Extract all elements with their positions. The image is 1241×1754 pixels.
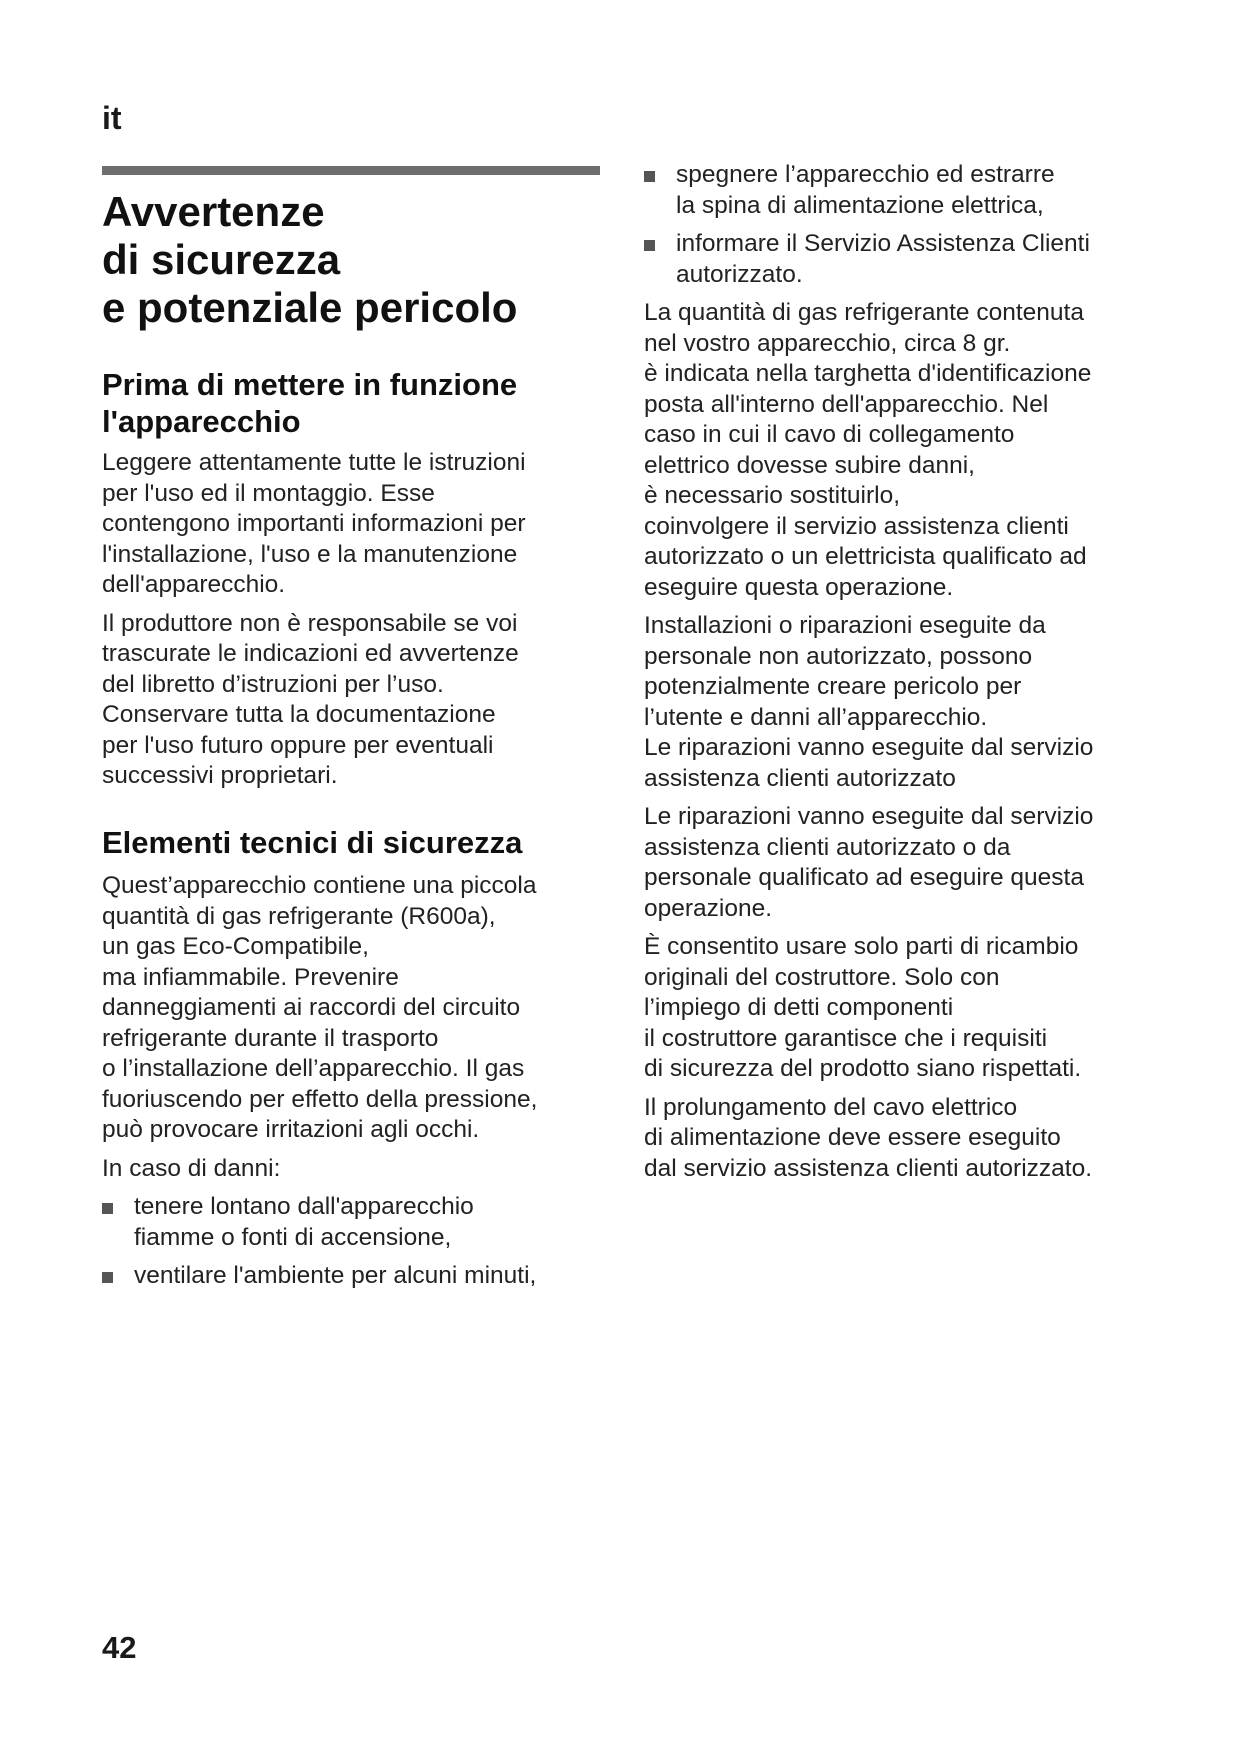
text-line: originali del costruttore. Solo con — [644, 963, 1000, 991]
square-bullet-icon — [644, 240, 655, 251]
section-rule — [102, 166, 600, 175]
text-line: Le riparazioni vanno eseguite dal servizio — [644, 803, 1094, 830]
text-line: tenere lontano dall'apparecchio — [134, 1193, 474, 1220]
text-line: per l'uso futuro oppure per eventuali — [102, 731, 494, 759]
text-line: coinvolgere il servizio assistenza clienti — [644, 512, 1069, 540]
text-line: Il prolungamento del cavo elettrico — [644, 1093, 1018, 1121]
text-line: caso in cui il cavo di collegamento — [644, 421, 1015, 448]
section-elementi — [102, 824, 600, 1300]
text-line: per l'uso ed il montaggio. Esse — [102, 479, 435, 507]
text-line: La quantità di gas refrigerante contenuta — [644, 299, 1084, 326]
paragraph — [644, 932, 1144, 1085]
text-line: l’utente e danni all’apparecchio. — [644, 703, 988, 731]
heading-line: l'apparecchio — [102, 404, 301, 439]
bullet-list — [102, 1192, 600, 1292]
text-line: Installazioni o riparazioni eseguite da — [644, 612, 1046, 639]
text-line: personale non autorizzato, possono — [644, 642, 1033, 670]
paragraph-intro: In caso di danni: — [102, 1154, 281, 1182]
text-line: di sicurezza del prodotto siano rispettati. — [644, 1055, 1082, 1082]
text-line: autorizzato o un elettricista qualificato ad — [644, 543, 1087, 570]
language-label: it — [102, 100, 122, 136]
text-line: assistenza clienti autorizzato o da — [644, 833, 1011, 861]
text-line: Leggere attentamente tutte le istruzioni — [102, 449, 526, 476]
text-line: Il produttore non è responsabile se voi — [102, 609, 518, 637]
right-column — [644, 160, 1144, 1184]
heading-line: Prima di mettere in funzione — [102, 367, 518, 402]
text-line: di alimentazione deve essere eseguito — [644, 1124, 1061, 1151]
paragraph — [102, 871, 600, 1146]
text-line: successivi proprietari. — [102, 762, 338, 789]
text-line: eseguire questa operazione. — [644, 573, 954, 601]
paragraph — [644, 611, 1144, 794]
text-line: Le riparazioni vanno eseguite dal servizio — [644, 734, 1094, 761]
text-line: operazione. — [644, 894, 773, 922]
text-line: trascurate le indicazioni ed avvertenze — [102, 640, 519, 667]
text-line: quantità di gas refrigerante (R600a), — [102, 902, 496, 930]
paragraph — [102, 609, 600, 792]
text-line: dell'apparecchio. — [102, 571, 286, 598]
bullet-list — [644, 160, 1144, 290]
page-number: 42 — [102, 1630, 137, 1665]
text-line: fiamme o fonti di accensione, — [134, 1223, 452, 1251]
text-line: Quest’apparecchio contiene una piccola — [102, 872, 537, 899]
text-line: spegnere l’apparecchio ed estrarre — [676, 161, 1055, 188]
list-item — [644, 229, 1144, 290]
list-item — [644, 160, 1144, 221]
text-line: Conservare tutta la documentazione — [102, 701, 496, 728]
text-line: fuoriuscendo per effetto della pressione, — [102, 1085, 538, 1113]
text-line: elettrico dovesse subire danni, — [644, 451, 975, 479]
text-line: la spina di alimentazione elettrica, — [676, 191, 1044, 219]
text-line: dal servizio assistenza clienti autorizzato. — [644, 1154, 1093, 1182]
text-line: il costruttore garantisce che i requisiti — [644, 1024, 1048, 1052]
text-line: posta all'interno dell'apparecchio. Nel — [644, 390, 1049, 418]
text-line: nel vostro apparecchio, circa 8 gr. — [644, 329, 1011, 357]
paragraph — [644, 802, 1144, 924]
text-line: È consentito usare solo parti di ricambio — [644, 933, 1079, 960]
square-bullet-icon — [102, 1203, 113, 1214]
title-line: e potenziale pericolo — [102, 284, 518, 331]
section-heading — [102, 366, 600, 440]
section-prima — [102, 366, 600, 792]
paragraph — [102, 448, 600, 601]
square-bullet-icon — [102, 1272, 113, 1283]
text-line: può provocare irritazioni agli occhi. — [102, 1116, 480, 1143]
text-line: ma infiammabile. Prevenire — [102, 963, 399, 991]
text-line: l'installazione, l'uso e la manutenzione — [102, 540, 518, 568]
text-line: refrigerante durante il trasporto — [102, 1024, 439, 1052]
text-line: danneggiamenti ai raccordi del circuito — [102, 994, 521, 1021]
text-line: contengono importanti informazioni per — [102, 510, 526, 537]
text-line: l’impiego di detti componenti — [644, 994, 954, 1021]
text-line: ventilare l'ambiente per alcuni minuti, — [134, 1262, 537, 1289]
paragraph — [644, 1093, 1144, 1185]
list-item — [102, 1261, 600, 1292]
text-line: personale qualificato ad eseguire questa — [644, 864, 1084, 891]
text-line: è indicata nella targhetta d'identificazione — [644, 360, 1092, 387]
title-line: Avvertenze — [102, 188, 325, 235]
text-line: assistenza clienti autorizzato — [644, 764, 956, 792]
text-line: potenzialmente creare pericolo per — [644, 673, 1022, 700]
text-line: informare il Servizio Assistenza Clienti — [676, 230, 1090, 257]
page-title — [102, 188, 600, 332]
text-line: o l’installazione dell’apparecchio. Il gas — [102, 1055, 525, 1082]
paragraph — [644, 298, 1144, 603]
square-bullet-icon — [644, 171, 655, 182]
text-line: del libretto d’istruzioni per l’uso. — [102, 670, 444, 698]
list-item — [102, 1192, 600, 1253]
text-line: è necessario sostituirlo, — [644, 482, 901, 509]
text-line: autorizzato. — [676, 260, 803, 288]
text-line: un gas Eco-Compatibile, — [102, 933, 369, 960]
title-line: di sicurezza — [102, 236, 341, 283]
section-heading: Elementi tecnici di sicurezza — [102, 825, 523, 860]
